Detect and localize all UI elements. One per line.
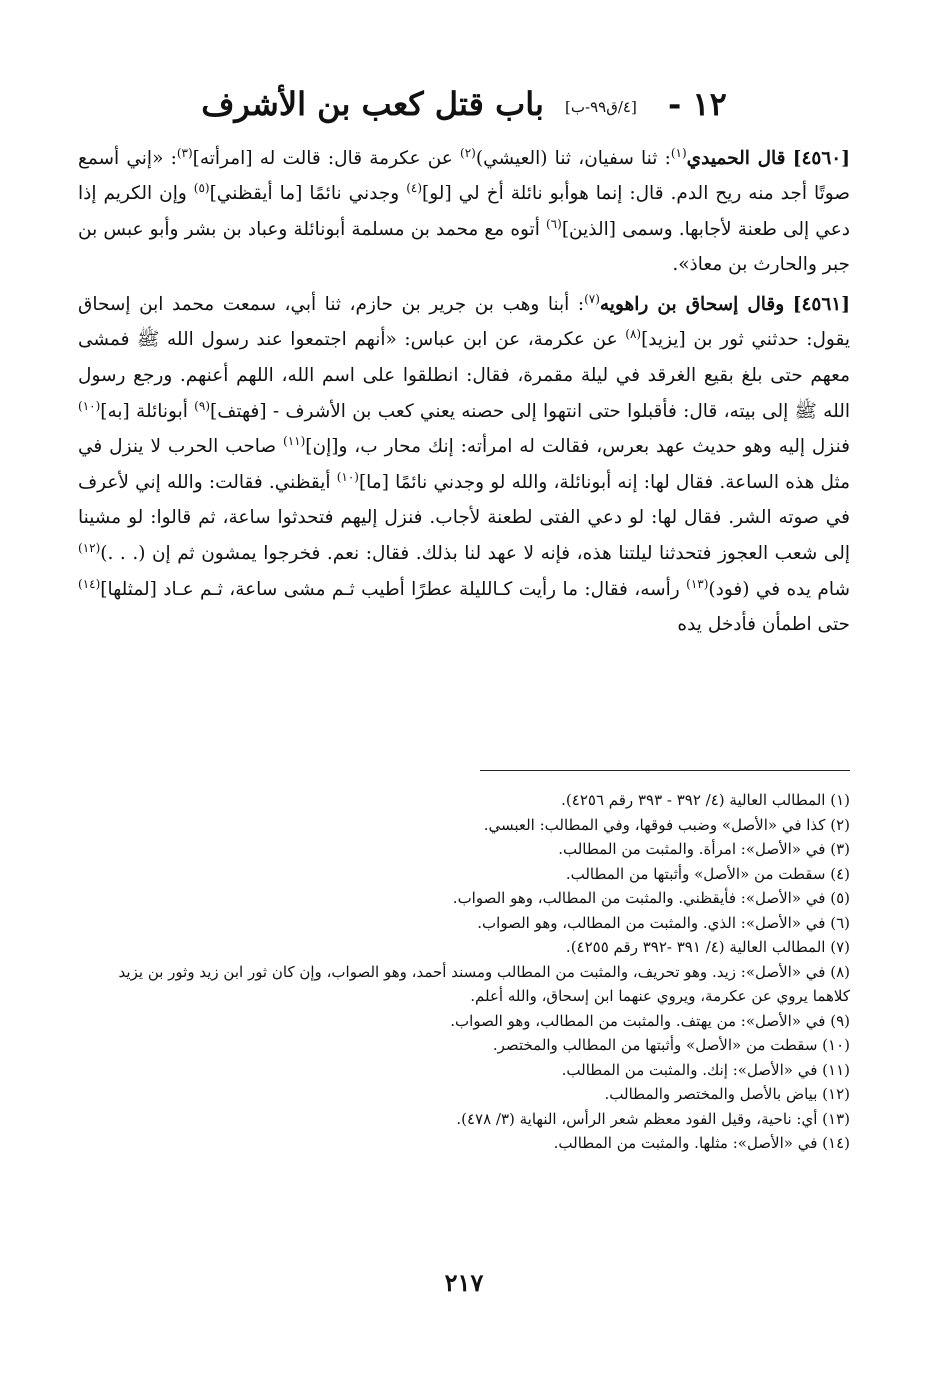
footnote-ref: (٢) [460,145,476,160]
hadith-number: [٤٥٦٠] [792,147,850,169]
manuscript-reference: [٤/ق٩٩-ب] [565,97,637,116]
footnote: (١٢) بياض بالأصل والمختصر والمطالب. [604,1085,850,1103]
hadith-number: [٤٥٦١] [792,293,850,315]
chapter-number: ١٢ - [667,85,727,123]
footnote: (١١) في «الأصل»: إنك. والمثبت من المطالب. [561,1060,850,1079]
footnote-ref: (٨) [625,327,642,342]
footnote: (٣) في «الأصل»: امرأة. والمثبت من المطالب. [558,840,850,858]
footnote: (٥) في «الأصل»: فأيقظني. والمثبت من المطالب، وهو الصواب. [452,889,850,907]
footnote-ref: (٧) [584,291,600,306]
footnote: (١٣) أي: ناحية، وقيل الفود معظم شعر الرأس، النهاية (٣/ ٤٧٨). [456,1109,850,1128]
hadith-text: فنزل إليه وهو حديث عهد بعرس، فقالت له امرأته: إنك محار ب، و[إن] [305,436,850,458]
footnote-ref: (٣) [176,145,193,160]
footnote-ref: (١٤) [78,576,101,591]
hadith-text: شام يده في (فود) [708,578,850,600]
footnote-ref: (١) [670,145,687,160]
footnote-ref: (٥) [193,180,210,195]
hadith-text: وإن الكريم إذا دعي إلى طعنة لأجابها. وسمى [الذين] [78,183,850,240]
footnote: (١) المطالب العالية (٤/ ٣٩٢ - ٣٩٣ رقم ٤٢٥٦). [561,791,850,809]
hadith-text: وجدني نائمًا [ما أيقظني] [209,183,407,205]
footnote-ref: (١١) [283,434,306,449]
footnote: (٧) المطالب العالية (٤/ ٣٩١ -٣٩٢ رقم ٤٢٥٥). [565,938,850,956]
footnote: (١٠) سقطت من «الأصل» وأثبتها من المطالب والمختصر. [492,1036,850,1054]
footnote-ref: (١٢) [78,540,101,555]
footnote-divider [480,770,850,771]
footnote-ref: (٩) [194,398,210,413]
footnote-ref: (١٠) [78,398,101,413]
footnote: (٤) سقطت من «الأصل» وأثبتها من المطالب. [565,864,850,883]
footnote: (٢) كذا في «الأصل» وضبب فوقها، وفي المطالب: العبسي. [483,815,850,834]
hadith-text: عن عكرمة، عن ابن عباس: «أنهم اجتمعوا عند رسول الله ﷺ فمشى معهم حتى بلغ بقيع الغرقد في ليلة مقمرة، فقال: انطلقوا على اسم الله، اللهم أعنهم. ورجع رسول الله ﷺ إلى بيته، قال: فأقبلوا حتى انتهوا إلى حصنه يعني كعب بن الأشرف - [فهتف] [78,329,850,422]
hadith-text: : ثنا سفيان، ثنا (العيشي) [475,147,671,169]
hadith-4561 [78,287,850,643]
hadith-text: حتى اطمأن فأدخل يده [677,614,850,636]
hadith-text: رأسه، فقال: ما رأيت كـالليلة عطرًا أطيب ثـم مشى ساعة، ثـم عـاد [لمثلها] [100,578,687,600]
footnote-ref: (٦) [545,216,562,231]
footnote-ref: (١٣) [686,576,709,591]
hadith-text: صاحب الحرب لا ينزل في مثل هذه الساعة. فقال لها: إنه أبونائلة، والله لو وجدني نائمًا [ما] [78,436,850,493]
narrator: قال الحميدي [686,147,786,169]
hadith-4560 [78,141,850,283]
footnote: (١٤) في «الأصل»: مثلها. والمثبت من المطالب. [553,1134,850,1152]
hadith-text: : أبنا وهب بن جرير بن حازم، ثنا أبي، سمعت محمد ابن إسحاق يقول: حدثني ثور بن [يزيد] [78,293,850,351]
hadith-text: أيقظني. فقالت: والله إني لأعرف في صوته الشر. فقال لها: لو دعي الفتى لطعنة لأجاب. فنزل إليهم فتحدثوا ساعة، ثم قالوا: لو مشينا إلى شعب العجوز فتحدثنا ليلتنا هذه، فإنه لا عهد لنا بذلك. فقال: نعم. فخرجوا يمشون ثم إن (. . .) [78,471,850,565]
hadith-text: عن عكرمة قال: قالت له [امرأته] [192,147,461,169]
footnotes-list [78,788,850,1156]
narrator: وقال إسحاق بن راهويه [599,293,785,315]
footnote-ref: (١٠) [336,469,359,484]
chapter-title [78,76,850,135]
footnote: (٦) في «الأصل»: الذي. والمثبت من المطالب، وهو الصواب. [477,913,850,932]
page-number: ٢١٧ [444,1268,484,1297]
hadith-text: أبونائلة [به] [100,400,195,422]
footnote-ref: (٤) [406,180,423,195]
hadith-text: أتوه مع محمد بن مسلمة أبونائلة وعباد بن بشر وأبو عبس بن جبر والحارث بن معاذ». [78,218,850,276]
footnote: (٨) في «الأصل»: زيد. وهو تحريف، والمثبت من المطالب ومسند أحمد، وهو الصواب، وإن كان ثور ابن زيد وثور بن يزيد كلاهما يروي عن عكرمة، ويروي عنهما ابن إسحاق، والله أعلم. [118,962,850,1005]
hadith-text: : «إني أسمع صوتًا أجد منه ريح الدم. قال: إنما هوأبو نائلة أخ لي [لو] [78,147,850,205]
footnote: (٩) في «الأصل»: من يهتف. والمثبت من المطالب، وهو الصواب. [450,1011,850,1030]
book-page [78,76,850,1316]
chapter-title-text: باب قتل كعب بن الأشرف [201,85,544,123]
